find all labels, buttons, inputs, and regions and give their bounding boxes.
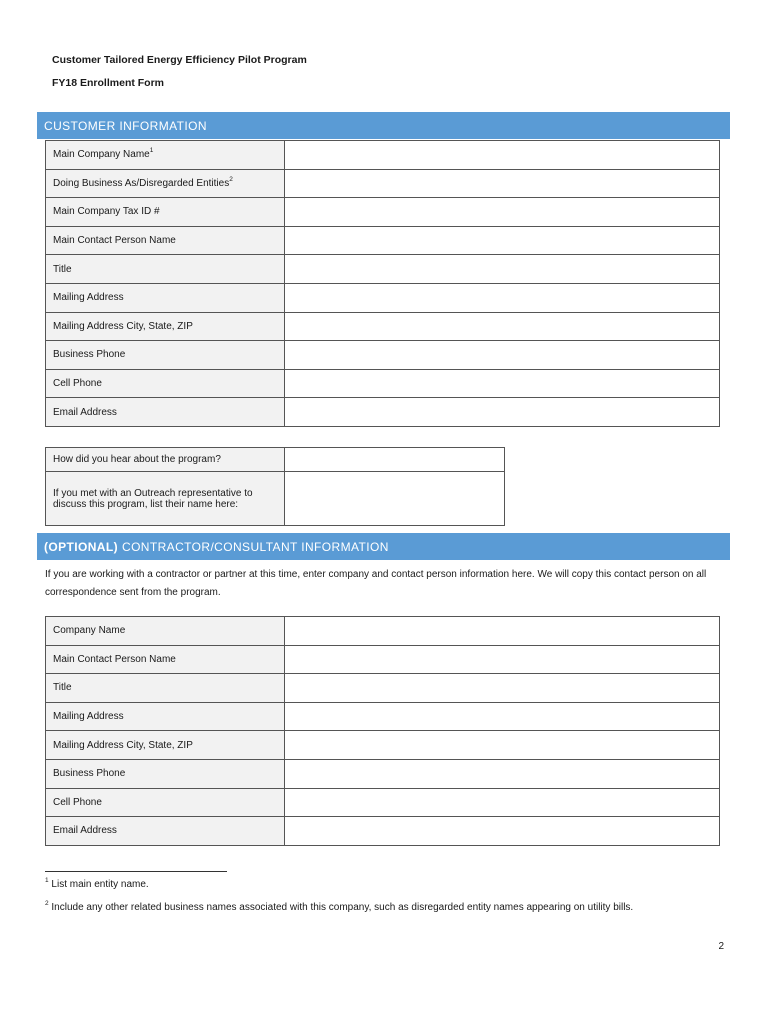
field-input[interactable]: [285, 448, 505, 472]
footnote-2: [45, 902, 633, 913]
field-input[interactable]: [285, 788, 720, 817]
contractor-info-table: [45, 616, 720, 846]
field-input[interactable]: [285, 702, 720, 731]
table-row: [46, 255, 720, 284]
form-title: Customer Tailored Energy Efficiency Pilot Program: [52, 54, 307, 66]
table-row: [46, 312, 720, 341]
field-label: [46, 702, 285, 731]
table-row: [46, 341, 720, 370]
field-label-text: Cell Phone: [53, 796, 102, 808]
field-label: [46, 674, 285, 703]
footnote-2-text: Include any other related business names associated with this company, such as disregarded entity names appearing on utility bills.: [51, 902, 634, 913]
table-row: [46, 759, 720, 788]
field-label-text: Mailing Address: [53, 711, 124, 723]
form-subtitle: FY18 Enrollment Form: [52, 77, 165, 89]
field-label-text: Company Name: [53, 625, 126, 637]
field-label: [46, 255, 285, 284]
table-row: [46, 674, 720, 703]
field-input[interactable]: [285, 198, 720, 227]
footnote-divider: [45, 871, 227, 872]
field-input[interactable]: [285, 472, 505, 526]
field-input[interactable]: [285, 341, 720, 370]
table-row: [46, 369, 720, 398]
field-input[interactable]: [285, 817, 720, 846]
table-row: [46, 788, 720, 817]
field-input[interactable]: [285, 169, 720, 198]
field-label: [46, 226, 285, 255]
field-label: [46, 788, 285, 817]
field-input[interactable]: [285, 674, 720, 703]
field-label-text: Business Phone: [53, 768, 126, 780]
table-row: [46, 198, 720, 227]
field-label-text: Mailing Address City, State, ZIP: [53, 320, 193, 332]
field-label-text: Main Contact Person Name: [53, 235, 176, 247]
table-row: [46, 472, 505, 526]
table-row: [46, 141, 720, 170]
customer-info-table: [45, 140, 720, 427]
customer-info-heading-text: CUSTOMER INFORMATION: [44, 118, 207, 133]
footnote-2-number: 2: [45, 900, 49, 907]
footnote-1-text: List main entity name.: [51, 879, 149, 890]
field-label: [46, 312, 285, 341]
field-label-text: Cell Phone: [53, 378, 102, 390]
footnote-ref: 1: [149, 147, 154, 155]
table-row: [46, 702, 720, 731]
field-label: [46, 759, 285, 788]
table-row: [46, 283, 720, 312]
field-label-text: Business Phone: [53, 349, 126, 361]
field-label: [46, 341, 285, 370]
field-label-text: Doing Business As/Disregarded Entities: [53, 177, 230, 189]
referral-table: [45, 447, 505, 526]
field-label-text: Title: [53, 263, 72, 275]
field-label-text: If you met with an Outreach representative to discuss this program, list their name here:: [53, 487, 253, 510]
customer-info-heading: [37, 112, 730, 139]
field-label-text: Mailing Address City, State, ZIP: [53, 739, 193, 751]
field-label-text: Email Address: [53, 406, 117, 418]
table-row: [46, 398, 720, 427]
field-label-text: How did you hear about the program?: [53, 454, 221, 465]
field-label-text: Main Company Name: [53, 149, 150, 161]
field-label-text: Title: [53, 682, 72, 694]
field-label-text: Main Contact Person Name: [53, 653, 176, 665]
contractor-intro-text: If you are working with a contractor or partner at this time, enter company and contact person information here. We will copy this contact person on all correspondence sent from the program.: [45, 569, 707, 598]
footnote-1: [45, 879, 149, 890]
optional-tag: (OPTIONAL): [44, 539, 118, 554]
footnote-ref: 2: [229, 175, 233, 183]
field-label: [46, 817, 285, 846]
table-row: [46, 731, 720, 760]
field-input[interactable]: [285, 759, 720, 788]
field-label: [46, 398, 285, 427]
page-number: 2: [718, 941, 724, 952]
field-input[interactable]: [285, 369, 720, 398]
field-input[interactable]: [285, 255, 720, 284]
field-input[interactable]: [285, 312, 720, 341]
footnote-1-number: 1: [45, 877, 49, 884]
table-row: [46, 817, 720, 846]
field-label: [46, 448, 285, 472]
field-label: [46, 198, 285, 227]
field-label-text: Main Company Tax ID #: [53, 206, 160, 218]
field-input[interactable]: [285, 731, 720, 760]
table-row: [46, 169, 720, 198]
field-label-text: Mailing Address: [53, 292, 124, 304]
field-label: [46, 645, 285, 674]
contractor-info-heading-text: CONTRACTOR/CONSULTANT INFORMATION: [122, 539, 389, 554]
table-row: [46, 645, 720, 674]
field-label: [46, 617, 285, 646]
field-input[interactable]: [285, 398, 720, 427]
field-label: [46, 369, 285, 398]
field-label: [46, 283, 285, 312]
contractor-info-heading: [37, 533, 730, 560]
table-row: [46, 617, 720, 646]
field-label: [46, 472, 285, 526]
field-input[interactable]: [285, 141, 720, 170]
table-row: [46, 226, 720, 255]
field-input[interactable]: [285, 226, 720, 255]
field-label: [46, 731, 285, 760]
field-label-text: Email Address: [53, 825, 117, 837]
field-label: [46, 169, 285, 198]
field-input[interactable]: [285, 283, 720, 312]
field-input[interactable]: [285, 645, 720, 674]
field-input[interactable]: [285, 617, 720, 646]
table-row: [46, 448, 505, 472]
field-label: [46, 141, 285, 170]
